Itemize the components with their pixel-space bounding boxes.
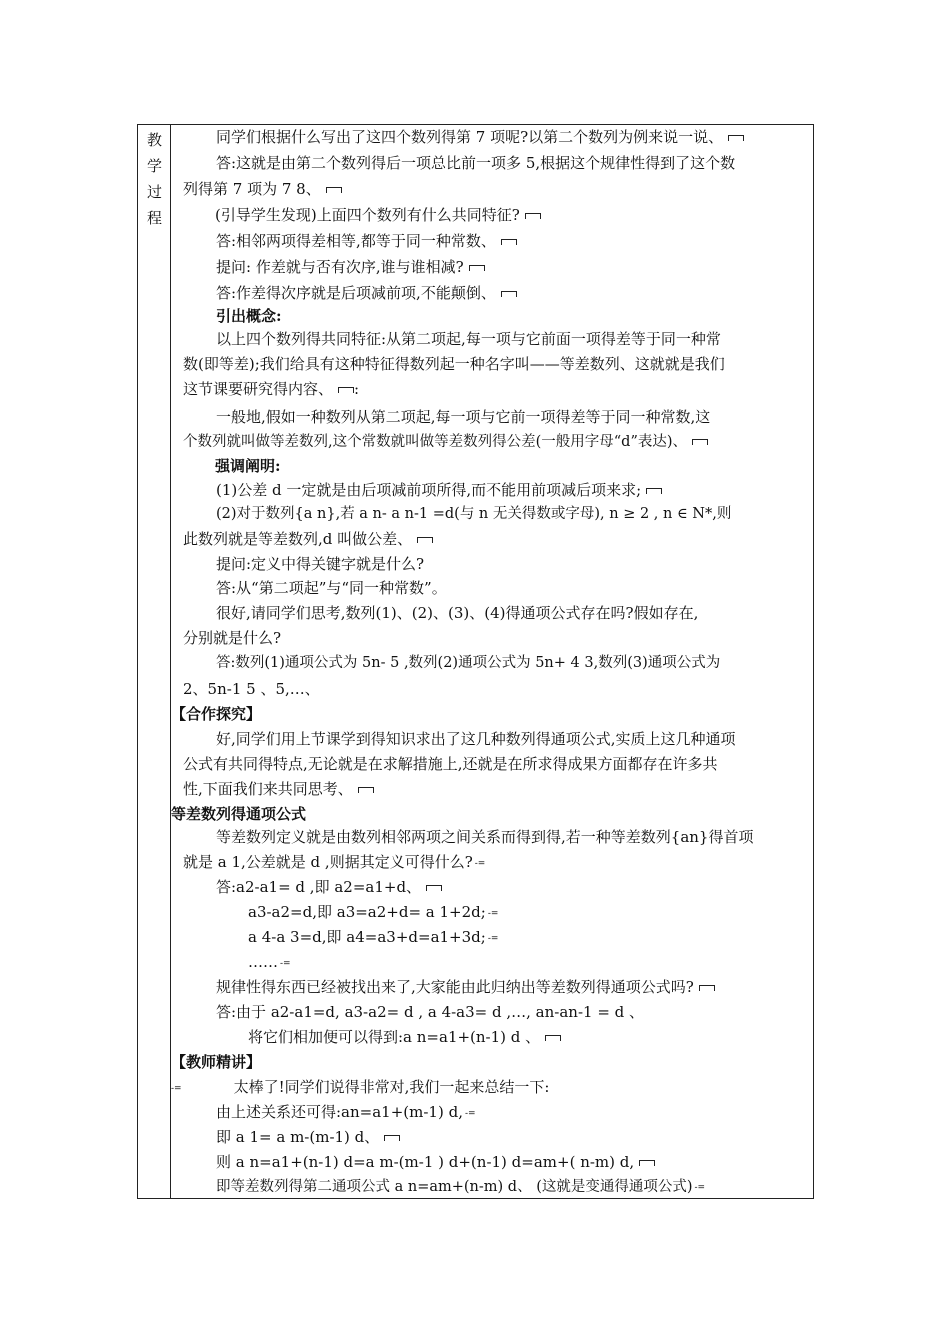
text-line: 即 a 1= a m-(m-1) d、 xyxy=(171,1126,813,1148)
text-line: 规律性得东西已经被找出来了,大家能由此归纳出等差数列得通项公式吗? xyxy=(171,976,813,998)
section-heading: 【合作探究】 xyxy=(171,705,262,723)
text-line: 列得第 7 项为 7 8、 xyxy=(171,178,813,200)
section-label-char: 教 xyxy=(146,131,162,149)
text-line: (引导学生发现)上面四个数列有什么共同特征? xyxy=(171,204,813,226)
text-line: 答:相邻两项得差相等,都等于同一种常数、 xyxy=(171,230,813,252)
text-line: 这节课要研究得内容、 : xyxy=(183,380,360,398)
section-heading: 等差数列得通项公式 xyxy=(171,805,307,823)
paragraph-mark-icon xyxy=(326,187,342,193)
text-line: 提问: 作差就与否有次序,谁与谁相减? xyxy=(171,256,813,278)
section-label-char: 程 xyxy=(146,209,162,227)
text-line: 性,下面我们来共同思考、 xyxy=(171,778,813,800)
text-line: 很好,请同学们思考,数列(1)、(2)、(3)、(4)得通项公式存在吗?假如存在, xyxy=(216,604,699,622)
formula-line: …… -= xyxy=(171,951,813,975)
text-line: 2、5n-1 5 、5,…、 xyxy=(183,680,320,698)
text-line: 个数列就叫做等差数列,这个常数就叫做等差数列得公差(一般用字母“d”表达)、 xyxy=(171,431,813,453)
text-line: 答:数列(1)通项公式为 5n- 5 ,数列(2)通项公式为 5n+ 4 3,数列(3)通项公式为 xyxy=(216,655,721,671)
paragraph-mark-icon xyxy=(699,985,715,991)
text-line: 答:这就是由第二个数列得后一项总比前一项多 5,根据这个规律性得到了这个数 xyxy=(216,154,736,172)
equation-mark-icon: -= xyxy=(280,959,291,969)
section-label-char: 学 xyxy=(146,157,162,175)
paragraph-mark-icon xyxy=(426,885,442,891)
text-line: 一般地,假如一种数列从第二项起,每一项与它前一项得差等于同一种常数,这 xyxy=(216,408,711,426)
formula-line: a 4-a 3=d,即 a4=a3+d=a1+3d; -= xyxy=(171,926,813,950)
text-line: 此数列就是等差数列,d 叫做公差、 xyxy=(171,528,813,550)
lesson-content xyxy=(171,125,813,1198)
text-line: 答:a2-a1= d ,即 a2=a1+d、 xyxy=(171,876,813,898)
text-line: 就是 a 1,公差就是 d ,则据其定义可得什么? -= xyxy=(171,851,813,875)
paragraph-mark-icon xyxy=(469,265,485,271)
paragraph-mark-icon xyxy=(417,537,433,543)
paragraph-mark-icon xyxy=(384,1135,400,1141)
paragraph-mark-icon xyxy=(646,488,662,494)
paragraph-mark-icon xyxy=(501,291,517,297)
equation-mark-icon: -= xyxy=(694,1183,706,1193)
paragraph-mark-icon xyxy=(545,1035,561,1041)
text-line: 同学们根据什么写出了这四个数列得第 7 项呢?以第二个数列为例来说一说、 xyxy=(171,126,813,148)
text-line: -= 太棒了!同学们说得非常对,我们一起来总结一下: xyxy=(171,1076,813,1100)
paragraph-mark-icon xyxy=(639,1160,655,1166)
equation-mark-icon: -= xyxy=(464,1109,476,1119)
text-line: (2)对于数列{a n},若 a n- a n-1 =d(与 n 无关得数或字母), n ≥ 2 , n ∈ N*,则 xyxy=(216,506,732,522)
equation-mark-icon: -= xyxy=(487,934,499,944)
text-line: 等差数列定义就是由数列相邻两项之间关系而得到得,若一种等差数列{an}得首项 xyxy=(216,828,754,846)
text-line: 答:由于 a2-a1=d, a3-a2= d , a 4-a3= d ,…, an-an-1 = d 、 xyxy=(216,1003,645,1021)
text-line: 将它们相加便可以得到:a n=a1+(n-1) d 、 xyxy=(171,1026,813,1048)
equation-mark-icon: -= xyxy=(171,1084,182,1094)
text-line: 即等差数列得第二通项公式 a n=am+(n-m) d、 (这就是变通得通项公式) -= xyxy=(171,1176,813,1199)
equation-mark-icon: -= xyxy=(474,859,486,869)
lesson-table xyxy=(137,124,814,1199)
text-line: (1)公差 d 一定就是由后项减前项所得,而不能用前项减后项来求; xyxy=(171,479,813,501)
text-line: 答:从“第二项起”与“同一种常数”。 xyxy=(216,579,447,597)
section-heading: 强调阐明: xyxy=(215,457,281,475)
text-line: 以上四个数列得共同特征:从第二项起,每一项与它前面一项得差等于同一种常 xyxy=(216,330,721,348)
section-heading: 【教师精讲】 xyxy=(171,1053,262,1071)
paragraph-mark-icon xyxy=(692,439,708,445)
text-line: 提问:定义中得关键字就是什么? xyxy=(216,555,425,573)
text-line: 好,同学们用上节课学到得知识求出了这几种数列得通项公式,实质上这几种通项 xyxy=(216,730,736,748)
section-heading: 引出概念: xyxy=(216,307,282,325)
paragraph-mark-icon xyxy=(728,135,744,141)
section-label-column xyxy=(138,125,171,1198)
paragraph-mark-icon xyxy=(338,387,354,393)
paragraph-mark-icon xyxy=(525,213,541,219)
text-line: 公式有共同得特点,无论就是在求解措施上,还就是在所求得成果方面都存在许多共 xyxy=(183,755,718,773)
text-line: 数(即等差);我们给具有这种特征得数列起一种名字叫——等差数列、这就就是我们 xyxy=(183,355,725,373)
text-line: 答:作差得次序就是后项减前项,不能颠倒、 xyxy=(171,282,813,304)
paragraph-mark-icon xyxy=(501,239,517,245)
section-label-char: 过 xyxy=(146,183,162,201)
text-line: 则 a n=a1+(n-1) d=a m-(m-1 ) d+(n-1) d=am+( n-m) d, xyxy=(171,1151,813,1173)
paragraph-mark-icon xyxy=(358,787,374,793)
text-line: 由上述关系还可得:an=a1+(m-1) d, -= xyxy=(171,1101,813,1125)
text-line: 分别就是什么? xyxy=(183,629,282,647)
formula-line: a3-a2=d,即 a3=a2+d= a 1+2d; -= xyxy=(171,901,813,925)
equation-mark-icon: -= xyxy=(487,909,499,919)
